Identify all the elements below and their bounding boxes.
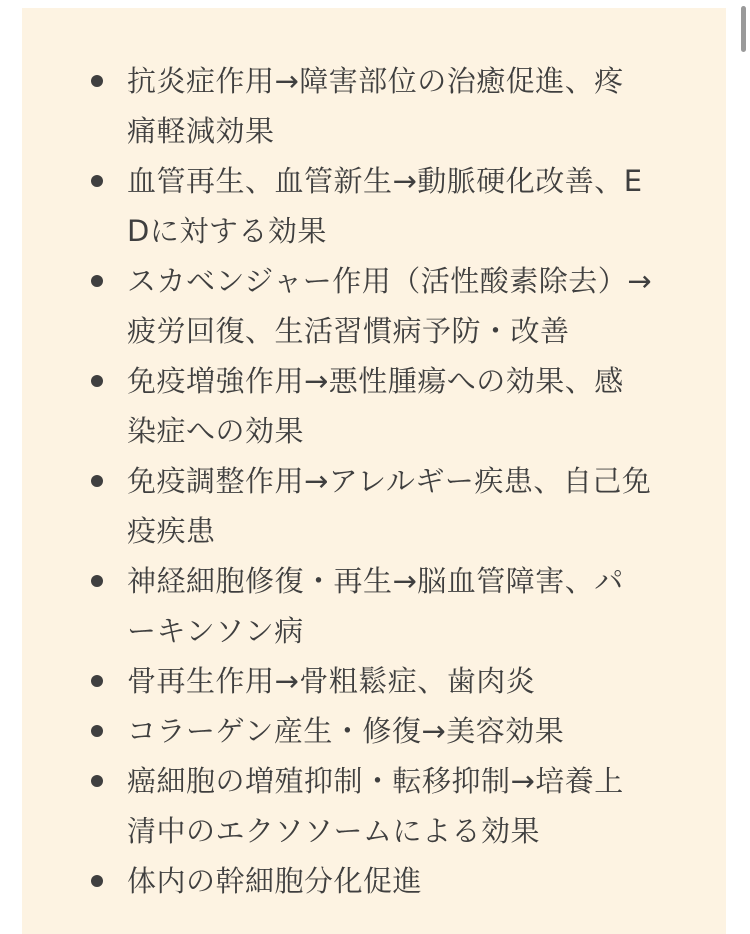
bullet-icon (91, 675, 103, 687)
list-item (87, 56, 652, 156)
list-item-text: 血管再生、血管新生→動脈硬化改善、EDに対する効果 (127, 164, 643, 248)
list-item (87, 856, 652, 906)
list-item-text: 抗炎症作用→障害部位の治癒促進、疼痛軽減効果 (127, 64, 624, 148)
list-item-text: 免疫増強作用→悪性腫瘍への効果、感染症への効果 (127, 364, 624, 448)
bullet-icon (91, 725, 103, 737)
list-item (87, 756, 652, 856)
list-item (87, 556, 652, 656)
bullet-icon (91, 175, 103, 187)
bullet-icon (91, 375, 103, 387)
list-item (87, 456, 652, 556)
list-item-text: コラーゲン産生・修復→美容効果 (127, 714, 565, 748)
list-item-text: 免疫調整作用→アレルギー疾患、自己免疫疾患 (127, 464, 652, 548)
list-item (87, 256, 652, 356)
bullet-icon (91, 775, 103, 787)
list-item (87, 656, 652, 706)
list-item-text: 癌細胞の増殖抑制・転移抑制→培養上清中のエクソソームによる効果 (127, 764, 624, 848)
list-item-text: 骨再生作用→骨粗鬆症、歯肉炎 (127, 664, 536, 698)
list-item (87, 156, 652, 256)
bullet-icon (91, 575, 103, 587)
bullet-icon (91, 275, 103, 287)
list-item-text: スカベンジャー作用（活性酸素除去）→疲労回復、生活習慣病予防・改善 (127, 264, 652, 348)
list-item-text: 神経細胞修復・再生→脳血管障害、パーキンソン病 (127, 564, 624, 648)
list-item (87, 706, 652, 756)
bullet-icon (91, 475, 103, 487)
bullet-icon (91, 75, 103, 87)
list-item-text: 体内の幹細胞分化促進 (127, 864, 423, 898)
list-item (87, 356, 652, 456)
effects-list (87, 56, 652, 906)
scrollbar-thumb[interactable] (741, 6, 746, 52)
bullet-icon (91, 875, 103, 887)
